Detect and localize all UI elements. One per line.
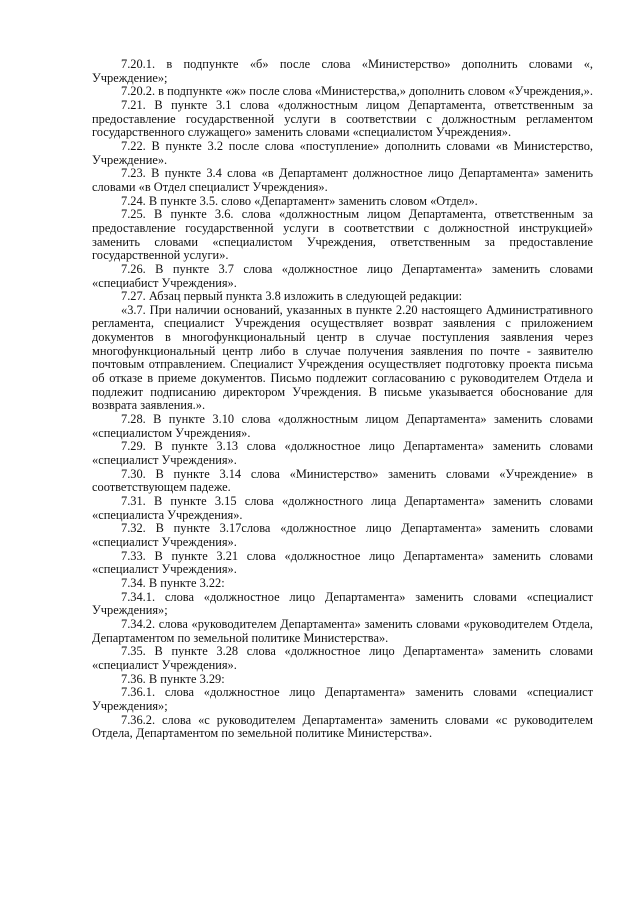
paragraph-7-29: 7.29. В пункте 3.13 слова «должностное лицо Департамента» заменить словами «специалист Учреждения». (92, 439, 593, 468)
paragraph-7-36: 7.36. В пункте 3.29: (121, 671, 225, 686)
paragraph-7-24: 7.24. В пункте 3.5. слово «Департамент» заменить словом «Отдел». (121, 193, 478, 208)
paragraph-7-23: 7.23. В пункте 3.4 слова «в Департамент должностное лицо Департамента» заменить словами «в Отдел специалист Учреждения». (92, 166, 593, 194)
paragraph-7-22: 7.22. В пункте 3.2 после слова «поступление» дополнить словами «в Министерство, Учреждение». (92, 138, 593, 167)
paragraph-7-26: 7.26. В пункте 3.7 слова «должностное лицо Департамента» заменить словами «специабист Учреждения». (92, 261, 593, 290)
paragraph-7-20-1: 7.20.1. в подпункте «б» после слова «Министерство» дополнить словами «, Учреждение»; (92, 57, 593, 85)
paragraph-7-36-2: 7.36.2. слова «с руководителем Департамента» заменить словами «с руководителем Отдела, Департаментом по земельной политике Министерства». (92, 712, 593, 741)
paragraph-7-28: 7.28. В пункте 3.10 слова «должностным лицом Департамента» заменить словами «специалистом Учреждения». (92, 412, 593, 440)
paragraph-7-36-1: 7.36.1. слова «должностное лицо Департамента» заменить словами «специалист Учреждения»; (92, 685, 593, 713)
paragraph-7-21: 7.21. В пункте 3.1 слова «должностным лицом Департамента, ответственным за предоставление государственной услуги в соответствии с должностным регламентом государственного служащего» заменить словами «специалистом Учреждения». (92, 97, 593, 140)
paragraph-7-33: 7.33. В пункте 3.21 слова «должностное лицо Департамента» заменить словами «специалист Учреждения». (92, 548, 593, 577)
document-page (92, 58, 593, 741)
paragraph-7-20-2: 7.20.2. в подпункте «ж» после слова «Министерства,» дополнить словом «Учреждения,». (121, 84, 593, 99)
paragraph-7-34-1: 7.34.1. слова «должностное лицо Департамента» заменить словами «специалист Учреждения»; (92, 589, 593, 618)
paragraph-7-27: 7.27. Абзац первый пункта 3.8 изложить в следующей редакции: (121, 289, 463, 304)
paragraph-7-35: 7.35. В пункте 3.28 слова «должностное лицо Департамента» заменить словами «специалист Учреждения». (92, 644, 593, 672)
paragraph-7-32: 7.32. В пункте 3.17слова «должностное лицо Департамента» заменить словами «специалист Учреждения». (92, 521, 593, 549)
paragraph-7-34-2: 7.34.2. слова «руководителем Департамента» заменить словами «руководителем Отдела, Департаментом по земельной политике Министерства». (92, 616, 593, 645)
paragraph-7-34: 7.34. В пункте 3.22: (121, 575, 225, 590)
paragraph-7-25: 7.25. В пункте 3.6. слова «должностным лицом Департамента, ответственным за предоставление государственной услуги в соответствии с должностной инструкцией» заменить словами «специалистом Учреждения, ответственным за предоставление государственной услуги». (92, 207, 593, 263)
paragraph-7-30: 7.30. В пункте 3.14 слова «Министерство» заменить словами «Учреждение» в соответствующем падеже. (92, 466, 593, 495)
quoted-new-text-3-7: «3.7. При наличии оснований, указанных в пункте 2.20 настоящего Административного регламента, специалист Учреждения осуществляет возврат заявления с приложением документов в многофункциональный центр в случае поступления заявления через многофункциональный центр либо в случае получения заявления по почте - заявителю почтовым отправлением. Специалист Учреждения осуществляет подготовку проекта письма об отказе в приеме документов. Письмо подлежит согласованию с руководителем Отдела и подлежит подписанию директором Учреждения. В письме указывается обоснование для возврата заявления.». (92, 302, 593, 413)
paragraph-7-31: 7.31. В пункте 3.15 слова «должностного лица Департамента» заменить словами «специалиста Учреждения». (92, 494, 593, 522)
